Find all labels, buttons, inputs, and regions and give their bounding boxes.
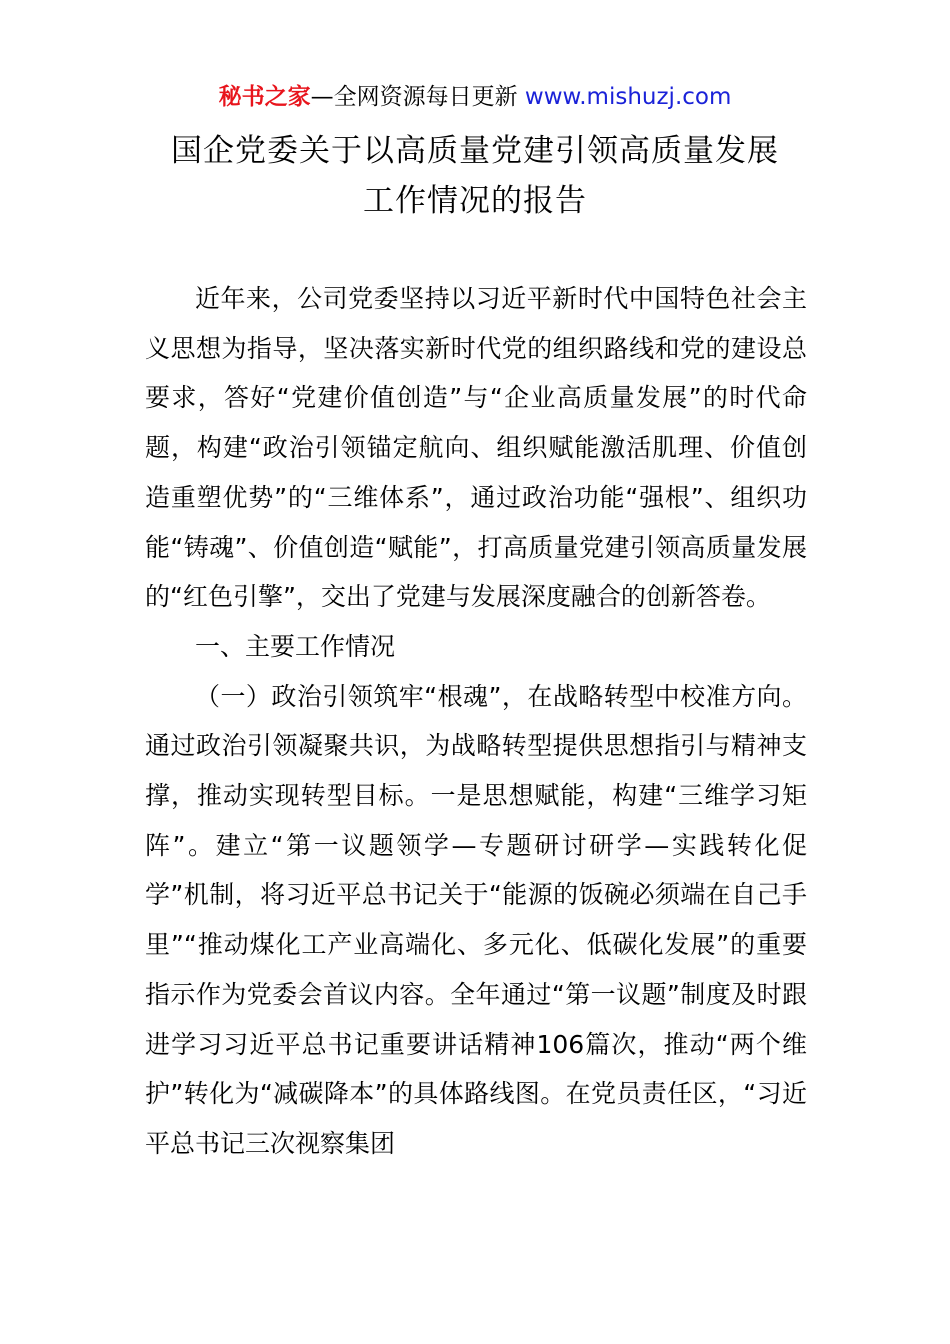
site-url-link[interactable]: www.mishuzj.com — [524, 84, 732, 110]
section-heading: 一、主要工作情况 — [195, 631, 396, 661]
subsection-paragraph: （一）政治引领筑牢“根魂”，在战略转型中校准方向。通过政治引领凝聚共识，为战略转型提供思想指引与精神支撑，推动实现转型目标。一是思想赋能，构建“三维学习矩阵”。建立“第一议题领学—专题研讨研学—实践转化促学”机制，将习近平总书记关于“能源的饭碗必须端在自己手里”“推动煤化工产业高端化、多元化、低碳化发展”的重要指示作为党委会首议内容。全年通过“第一议题”制度及时跟进学习习近平总书记重要讲话精神106篇次，推动“两个维护”转化为“减碳降本”的具体路线图。在党员责任区，“习近平总书记三次视察集团 — [145, 681, 807, 1158]
document-body — [145, 274, 807, 1169]
brand-name: 秘书之家 — [218, 84, 311, 110]
intro-paragraph: 近年来，公司党委坚持以习近平新时代中国特色社会主义思想为指导，坚决落实新时代党的组织路线和党的建设总要求，答好“党建价值创造”与“企业高质量发展”的时代命题，构建“政治引领锚定航向、组织赋能激活肌理、价值创造重塑优势”的“三维体系”，通过政治功能“强根”、组织功能“铸魂”、价值创造“赋能”，打高质量党建引领高质量发展的“红色引擎”，交出了党建与发展深度融合的创新答卷。 — [145, 284, 807, 612]
document-title — [0, 126, 950, 226]
title-line-1: 国企党委关于以高质量党建引领高质量发展 — [171, 133, 779, 169]
title-line-2: 工作情况的报告 — [363, 183, 587, 219]
site-header — [0, 82, 950, 112]
header-tagline: —全网资源每日更新 — [310, 84, 525, 110]
